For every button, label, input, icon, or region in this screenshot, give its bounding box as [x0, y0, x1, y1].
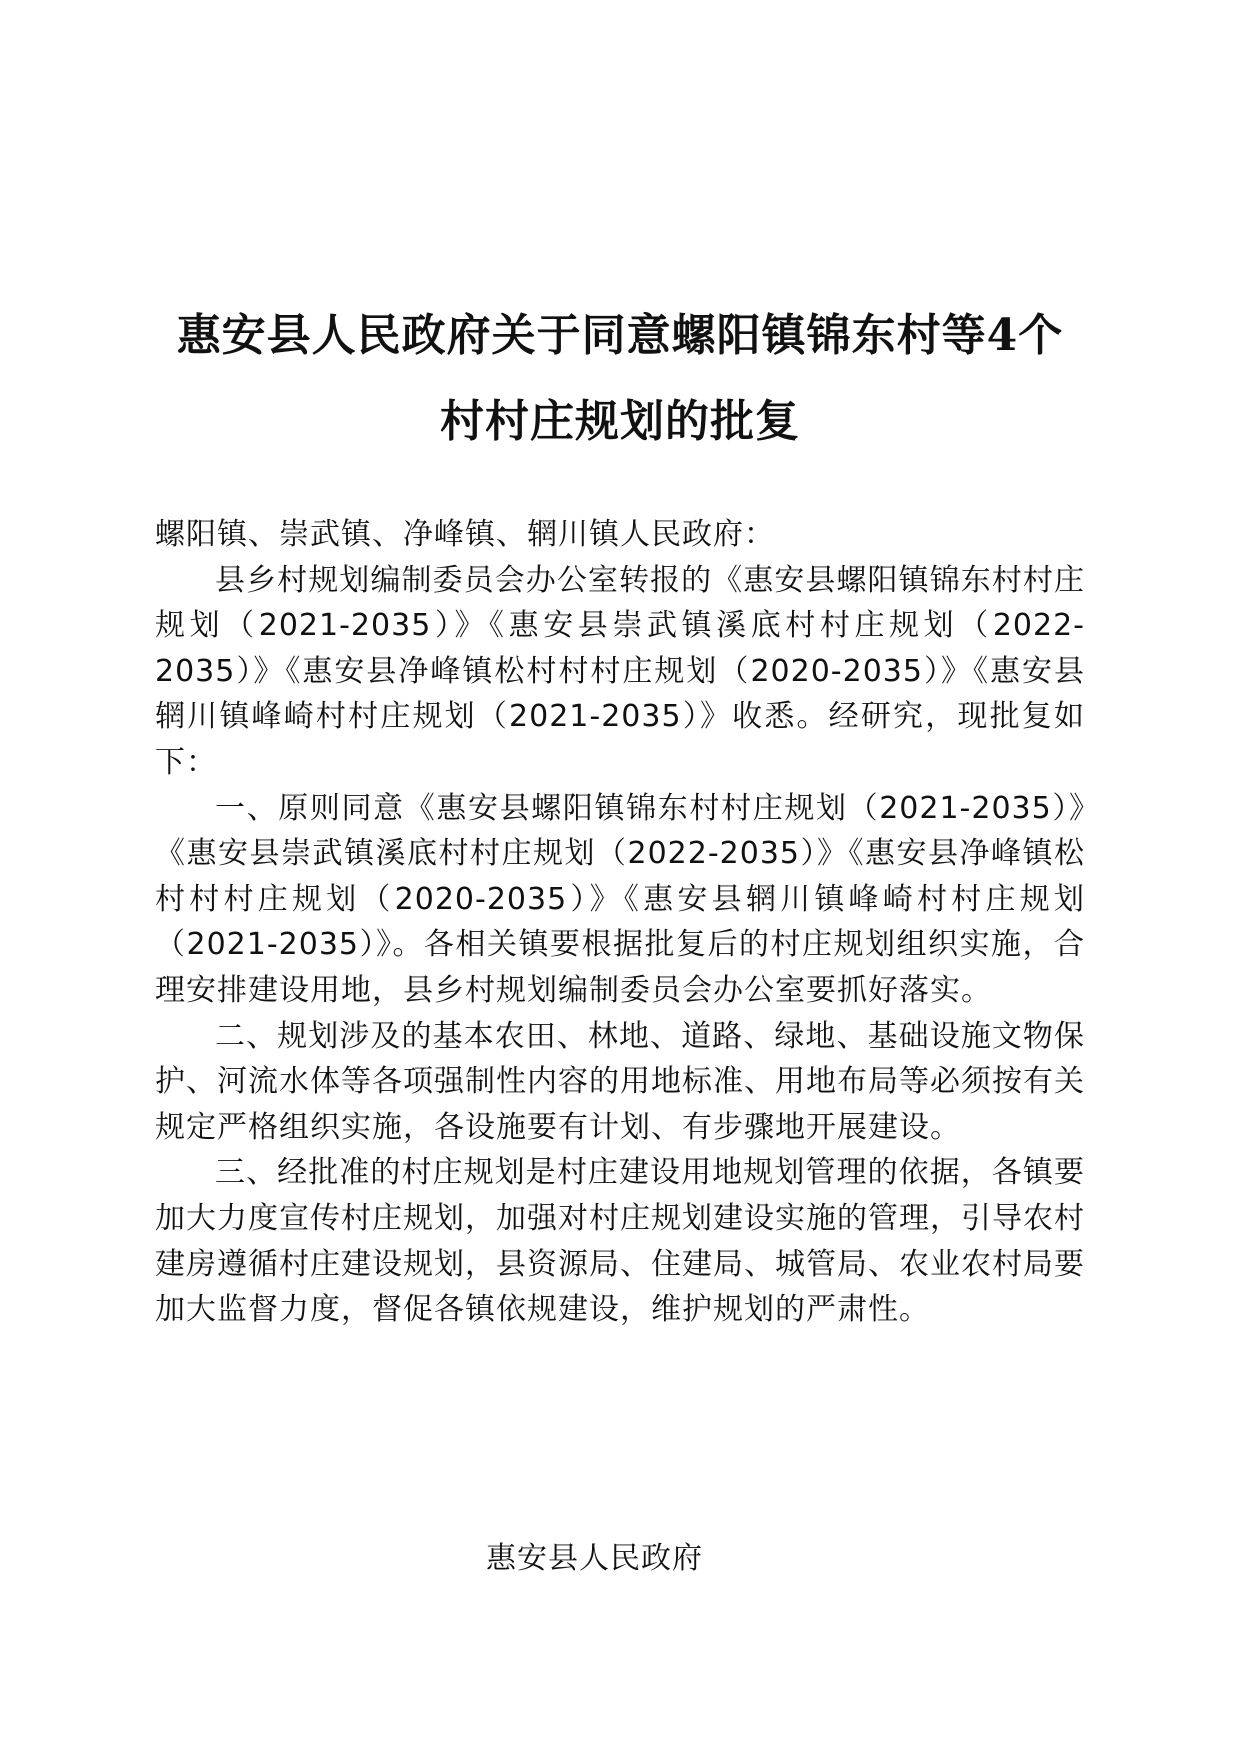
paragraph-item-2: 二、规划涉及的基本农田、林地、道路、绿地、基础设施文物保护、河流水体等各项强制性内容的用地标准、用地布局等必须按有关规定严格组织实施，各设施要有计划、有步骤地开展建设。 [155, 1018, 1085, 1145]
addressee: 螺阳镇、崇武镇、净峰镇、辋川镇人民政府： [155, 517, 775, 552]
paragraph-item-1: 一、原则同意《惠安县螺阳镇锦东村村庄规划（2021-2035）》《惠安县崇武镇溪底村村庄规划（2022-2035）》《惠安县净峰镇松村村村庄规划（2020-2035）》《惠安县辋川镇峰崎村村庄规划（2021-2035）》。各相关镇要根据批复后的村庄规划组织实施，合理安排建设用地，县乡村规划编制委员会办公室要抓好落实。 [155, 790, 1085, 1008]
paragraph-item-3: 三、经批准的村庄规划是村庄建设用地规划管理的依据，各镇要加大力度宣传村庄规划，加强对村庄规划建设实施的管理，引导农村建房遵循村庄建设规划，县资源局、住建局、城管局、农业农村局要加大监督力度，督促各镇依规建设，维护规划的严肃性。 [155, 1155, 1085, 1328]
document-body [155, 512, 1085, 1333]
document-title-line-1: 惠安县人民政府关于同意螺阳镇锦东村等4个 [176, 310, 1064, 361]
document-title-line-2: 村村庄规划的批复 [440, 396, 800, 447]
paragraph-intro: 县乡村规划编制委员会办公室转报的《惠安县螺阳镇锦东村村庄规划（2021-2035）》《惠安县崇武镇溪底村村庄规划（2022-2035）》《惠安县净峰镇松村村村庄规划（2020-2035）》《惠安县辋川镇峰崎村村庄规划（2021-2035）》收悉。经研究，现批复如下： [155, 562, 1085, 780]
issuer-signature: 惠安县人民政府 [486, 1541, 703, 1576]
